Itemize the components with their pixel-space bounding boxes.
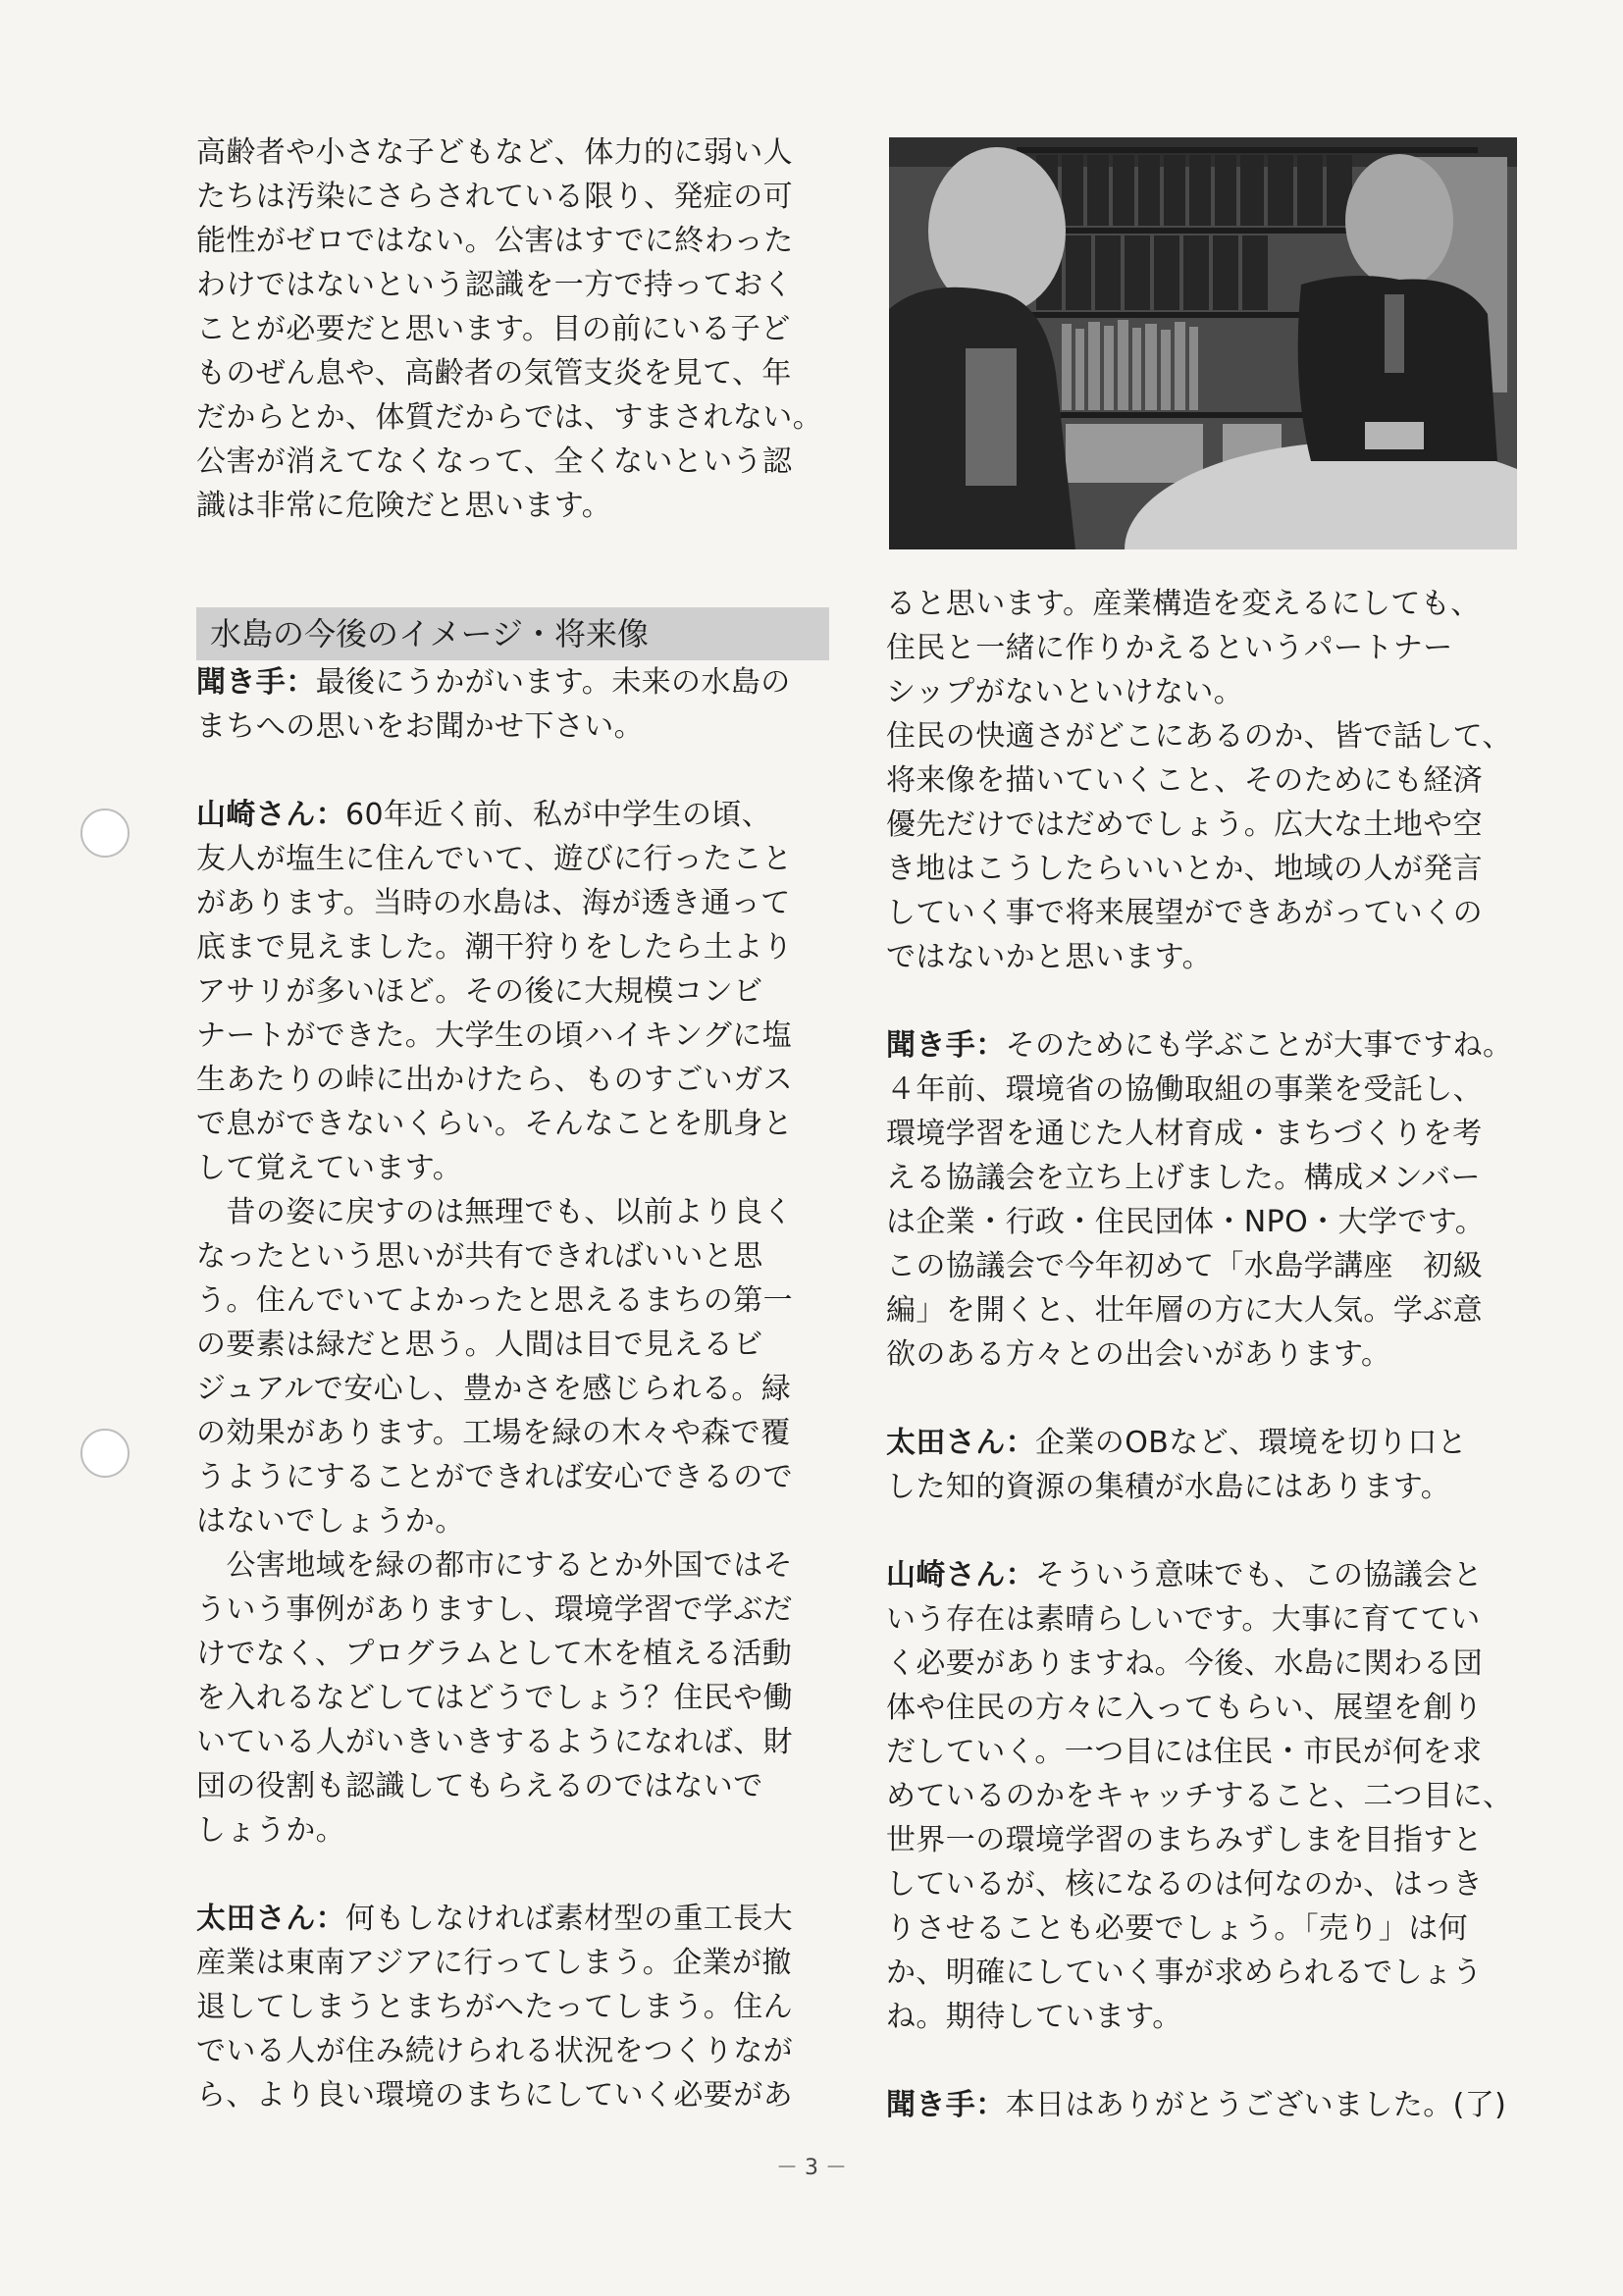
line-text: 世界一の環境学習のまちみずしまを目指すと	[886, 1823, 1483, 1857]
text-line	[196, 263, 829, 307]
text-line	[886, 670, 1519, 714]
line-text: 欲のある方々との出会いがあります。	[886, 1337, 1391, 1372]
text-line	[196, 1102, 829, 1146]
left-column	[196, 130, 829, 2117]
text-line	[886, 1642, 1519, 1686]
text-line	[886, 582, 1519, 626]
line-text: 編」を開くと、壮年層の方に大人気。学ぶ意	[886, 1293, 1483, 1328]
text-line	[886, 935, 1519, 979]
line-text: ナートができた。大学生の頃ハイキングに塩	[196, 1018, 793, 1053]
line-text: 産業は東南アジアに行ってしまう。企業が撤	[196, 1946, 792, 1980]
text-line	[886, 891, 1519, 935]
speaker-label: 聞き手：	[886, 1028, 1006, 1063]
line-text: ね。期待しています。	[886, 2000, 1182, 2034]
paragraph-gap	[886, 2039, 1519, 2083]
line-text: ら、より良い環境のまちにしていく必要があ	[196, 2078, 793, 2113]
interview-photo-image	[889, 137, 1517, 549]
line-text: 生あたりの峠に出かけたら、ものすごいガス	[196, 1063, 793, 1097]
line-text: 高齢者や小さな子どもなど、体力的に弱い人	[196, 135, 793, 170]
line-text: 昔の姿に戻すのは無理でも、以前より良く	[196, 1195, 793, 1229]
line-text: まちへの思いをお聞かせ下さい。	[196, 709, 644, 744]
text-line	[886, 1730, 1519, 1774]
text-line	[886, 2083, 1519, 2127]
line-text: 退してしまうとまちがへたってしまう。住ん	[196, 1990, 793, 2024]
paragraph-gap	[196, 528, 829, 572]
line-text: 体や住民の方々に入ってもらい、展望を創り	[886, 1691, 1483, 1725]
text-line	[196, 1234, 829, 1278]
text-line	[196, 925, 829, 969]
text-line	[886, 626, 1519, 670]
text-line	[196, 2073, 829, 2117]
paragraph-gap	[886, 1509, 1519, 1553]
text-line	[196, 1764, 829, 1808]
line-text: 最後にうかがいます。未来の水島の	[315, 665, 791, 700]
line-text: なったという思いが共有できればいいと思	[196, 1239, 763, 1274]
text-line	[886, 1774, 1519, 1818]
text-line	[196, 1014, 829, 1058]
speaker-label: 聞き手：	[196, 665, 316, 700]
paragraph-gap	[886, 979, 1519, 1023]
text-line	[196, 1278, 829, 1323]
line-text: いう存在は素晴らしいです。大事に育ててい	[886, 1602, 1481, 1637]
line-text: の要素は緑だと思う。人間は目で見えるビ	[196, 1328, 763, 1362]
line-text: 公害が消えてなくなって、全くないという認	[196, 444, 793, 479]
line-text: して覚えています。	[196, 1151, 463, 1185]
text-line	[886, 1023, 1519, 1068]
text-line	[196, 440, 829, 484]
text-line	[886, 1951, 1519, 1995]
line-text: この協議会で今年初めて「水島学講座 初級	[886, 1249, 1483, 1283]
line-text: 住民の快適さがどこにあるのか、皆で話して、	[886, 719, 1512, 754]
text-line	[196, 1632, 829, 1676]
line-text: があります。当時の水島は、海が透き通って	[196, 886, 791, 920]
text-line	[196, 1720, 829, 1764]
text-line	[886, 1244, 1519, 1288]
text-line	[196, 704, 829, 749]
line-text: 将来像を描いていくこと、そのためにも経済	[886, 763, 1483, 798]
text-line	[196, 1190, 829, 1234]
line-text: はないでしょうか。	[196, 1504, 465, 1539]
line-text: ういう事例がありますし、環境学習で学ぶだ	[196, 1592, 793, 1627]
text-line	[886, 1686, 1519, 1730]
line-text: で息ができないくらい。そんなことを肌身と	[196, 1107, 793, 1141]
text-line	[196, 1808, 829, 1852]
text-line	[196, 2029, 829, 2073]
line-text: ことが必要だと思います。目の前にいる子ど	[196, 312, 791, 346]
text-line	[196, 1367, 829, 1411]
text-line	[886, 1995, 1519, 2039]
text-line	[886, 1068, 1519, 1112]
line-text: 企業のOBなど、環境を切り口と	[1035, 1426, 1468, 1460]
line-text: を入れるなどしてはどうでしょう？住民や働	[196, 1681, 793, 1715]
text-line	[886, 758, 1519, 803]
line-text: りさせることも必要でしょう。「売り」は何	[886, 1911, 1468, 1946]
line-text: 60年近く前、私が中学生の頃、	[345, 798, 772, 832]
text-line	[886, 1288, 1519, 1332]
line-text: めているのかをキャッチすること、二つ目に、	[886, 1779, 1513, 1813]
line-text: 団の役割も認識してもらえるのではないで	[196, 1769, 763, 1803]
text-line	[196, 1941, 829, 1985]
line-text: く必要がありますね。今後、水島に関わる団	[886, 1646, 1483, 1681]
line-text: ではないかと思います。	[886, 940, 1212, 974]
text-line	[196, 1058, 829, 1102]
paragraph-gap	[196, 616, 829, 660]
text-line	[196, 793, 829, 837]
text-line	[886, 1553, 1519, 1597]
text-line	[886, 1862, 1519, 1906]
line-text: 住民と一緒に作りかえるというパートナー	[886, 631, 1453, 665]
line-text: でいる人が住み続けられる状況をつくりなが	[196, 2034, 793, 2068]
text-line	[196, 1897, 829, 1941]
line-text: ものぜん息や、高齢者の気管支炎を見て、年	[196, 356, 792, 391]
speaker-label: 山崎さん：	[196, 798, 345, 832]
section-heading: 水島の今後のイメージ・将来像	[196, 607, 829, 660]
line-text: シップがないといけない。	[886, 675, 1244, 709]
text-line	[196, 351, 829, 395]
line-text: える協議会を立ち上げました。構成メンバー	[886, 1161, 1481, 1195]
line-text: ジュアルで安心し、豊かさを感じられる。緑	[196, 1372, 792, 1406]
line-text: 優先だけではだめでしょう。広大な土地や空	[886, 808, 1483, 842]
text-line	[196, 395, 829, 440]
text-line	[886, 1156, 1519, 1200]
text-line	[196, 881, 829, 925]
text-line	[886, 1200, 1519, 1244]
line-text: いている人がいきいきするようになれば、財	[196, 1725, 793, 1759]
line-text: か、明確にしていく事が求められるでしょう	[886, 1956, 1483, 1990]
text-line	[196, 130, 829, 175]
line-text: 友人が塩生に住んでいて、遊びに行ったこと	[196, 842, 793, 876]
line-text: は企業・行政・住民団体・NPO・大学です。	[886, 1205, 1486, 1239]
line-text: 本日はありがとうございました。(了)	[1005, 2088, 1507, 2122]
text-line	[196, 1146, 829, 1190]
line-text: 能性がゼロではない。公害はすでに終わった	[196, 224, 794, 258]
text-line	[886, 1112, 1519, 1156]
text-line	[196, 1455, 829, 1499]
text-line	[196, 837, 829, 881]
line-text: しているが、核になるのは何なのか、はっき	[886, 1867, 1483, 1902]
text-line	[196, 1499, 829, 1543]
text-line	[886, 714, 1519, 758]
text-line	[196, 969, 829, 1014]
text-line	[196, 1543, 829, 1588]
page-number: － 3 －	[776, 2156, 847, 2180]
line-text: していく事で将来展望ができあがっていくの	[886, 896, 1483, 930]
line-text: わけではないという認識を一方で持っておく	[196, 268, 793, 302]
line-text: アサリが多いほど。その後に大規模コンビ	[196, 974, 763, 1009]
line-text: だしていく。一つ目には住民・市民が何を求	[886, 1735, 1483, 1769]
line-text: ると思います。産業構造を変えるにしても、	[886, 587, 1481, 621]
text-line	[196, 175, 829, 219]
line-text: しょうか。	[196, 1813, 345, 1848]
text-line	[196, 1588, 829, 1632]
paragraph-gap	[196, 749, 829, 793]
speaker-label: 聞き手：	[886, 2088, 1006, 2122]
speaker-label: 山崎さん：	[886, 1558, 1035, 1592]
line-text: だからとか、体質だからでは、すまされない。	[196, 400, 823, 435]
text-line	[196, 1676, 829, 1720]
text-line	[886, 1906, 1519, 1951]
line-text: う。住んでいてよかったと思えるまちの第一	[196, 1283, 793, 1318]
text-line	[886, 803, 1519, 847]
text-line	[886, 847, 1519, 891]
line-text: そのためにも学ぶことが大事ですね。	[1005, 1028, 1513, 1063]
line-text: き地はこうしたらいいとか、地域の人が発言	[886, 852, 1483, 886]
line-text: した知的資源の集積が水島にはあります。	[886, 1470, 1451, 1504]
punch-hole-bottom	[80, 1429, 130, 1478]
line-text: 底まで見えました。潮干狩りをしたら土より	[196, 930, 793, 965]
text-line	[886, 1421, 1519, 1465]
speaker-label: 太田さん：	[196, 1902, 345, 1936]
line-text: の効果があります。工場を緑の木々や森で覆	[196, 1416, 791, 1450]
line-text: 何もしなければ素材型の重工長大	[345, 1902, 793, 1936]
text-line	[886, 1332, 1519, 1377]
text-line	[886, 1818, 1519, 1862]
line-text: そういう意味でも、この協議会と	[1035, 1558, 1483, 1592]
speaker-label: 太田さん：	[886, 1426, 1035, 1460]
line-text: ４年前、環境省の協働取組の事業を受託し、	[886, 1072, 1483, 1107]
text-line	[196, 660, 829, 704]
text-line	[196, 1323, 829, 1367]
text-line	[196, 219, 829, 263]
line-text: 環境学習を通じた人材育成・まちづくりを考	[886, 1117, 1483, 1151]
paragraph-gap	[196, 1852, 829, 1897]
text-line	[196, 1985, 829, 2029]
right-column	[886, 582, 1519, 2127]
text-line	[196, 1411, 829, 1455]
text-line	[886, 1465, 1519, 1509]
text-line	[196, 484, 829, 528]
line-text: 識は非常に危険だと思います。	[196, 489, 612, 523]
paragraph-gap	[196, 572, 829, 616]
text-line	[196, 307, 829, 351]
paragraph-gap	[886, 1377, 1519, 1421]
text-line	[886, 1597, 1519, 1642]
line-text: うようにすることができれば安心できるので	[196, 1460, 793, 1494]
line-text: 公害地域を緑の都市にするとか外国ではそ	[196, 1548, 793, 1583]
line-text: けでなく、プログラムとして木を植える活動	[196, 1637, 793, 1671]
line-text: たちは汚染にさらされている限り、発症の可	[196, 180, 793, 214]
punch-hole-top	[80, 809, 130, 858]
interview-photo	[889, 137, 1517, 549]
